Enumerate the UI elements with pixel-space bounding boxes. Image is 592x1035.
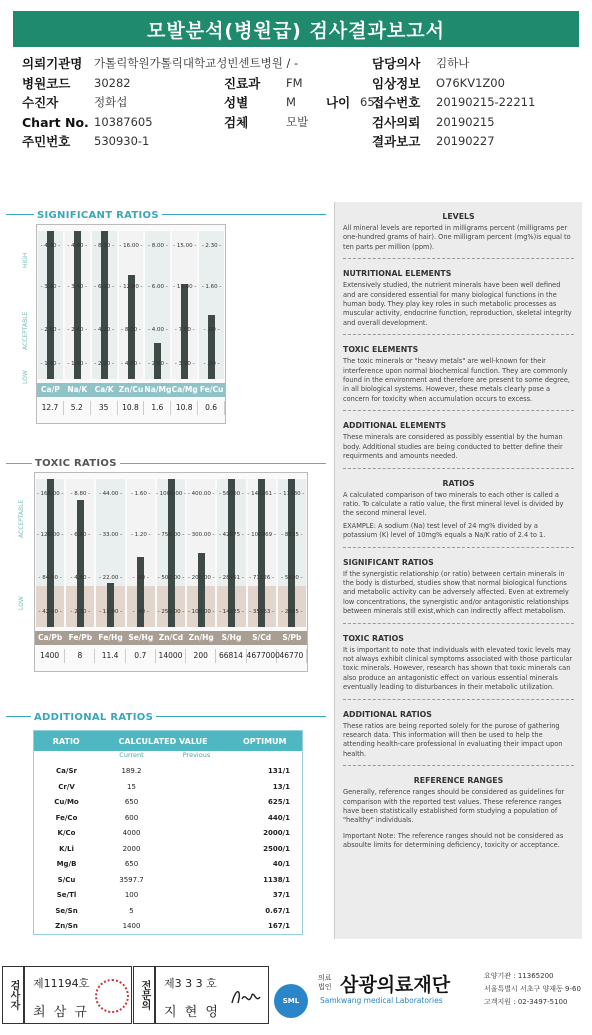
toxic-elements-text: The toxic minerals or "heavy metals" are well-known for their interference upon normal biochemical function. They are commonly found in the environment and therefore are present to some degree, in all biological systems. However, these metals clearly pose a concern for toxicity when accumulation occurs to excess. xyxy=(343,357,571,403)
toxic-ratios-title: TOXIC RATIOS xyxy=(32,458,120,469)
specialist-name: 지 현 영 xyxy=(164,1005,220,1020)
sig-tick: - 4.00 - xyxy=(121,361,141,368)
tox-tick: - 500.00 - xyxy=(157,575,185,582)
additional-cell-optimum: 2500/1 xyxy=(263,844,290,853)
tox-bar-ca-pb xyxy=(47,479,54,627)
additional-cell-previous xyxy=(164,876,229,884)
sig-bar-ca-p xyxy=(47,231,54,379)
sig-bar-na-k xyxy=(74,231,81,379)
additional-table-row xyxy=(34,783,304,791)
additional-cell-optimum: 625/1 xyxy=(267,798,290,806)
tox-tick: - 11.00 - xyxy=(98,609,123,616)
additional-cell-ratio: Se/Tl xyxy=(56,891,77,899)
additional-table-row xyxy=(34,767,304,775)
tox-category-label: Zn/Cd xyxy=(156,631,186,645)
additional-cell-current: 5 xyxy=(129,906,134,915)
additional-table-row xyxy=(34,798,304,806)
tox-tick: - 300.00 - xyxy=(187,532,215,539)
sig-tick: - 6.20 - xyxy=(94,284,114,291)
sig-tick: - 8.00 - xyxy=(147,242,168,249)
tox-category-label: Fe/Hg xyxy=(95,631,125,645)
sig-tick: - 3.60 - xyxy=(40,284,61,291)
significant-ratios-title: SIGNIFICANT RATIOS xyxy=(34,210,162,221)
tox-bar-s-hg xyxy=(228,479,235,627)
hospital-code-row xyxy=(22,74,131,92)
sig-category-label: Ca/P xyxy=(37,383,64,397)
doctor-value: 김하나 xyxy=(436,56,470,70)
toxic-chart xyxy=(34,472,308,672)
sig-tick: - 1.60 - xyxy=(201,284,222,291)
org-prefix-1: 의료 xyxy=(318,974,332,982)
request-row xyxy=(372,113,495,131)
tox-tick: - 2845 - xyxy=(281,609,303,616)
tox-tick: - 4.40 - xyxy=(70,575,91,582)
tox-value-label: 11.4 xyxy=(95,649,125,663)
tox-tick: - 22.00 - xyxy=(98,575,123,582)
subheader-previous: Previous xyxy=(182,751,211,759)
tox-tick: - 14225 - xyxy=(218,609,244,616)
additional-table-row xyxy=(34,860,304,868)
sig-tick: - 2.20 - xyxy=(94,361,114,368)
specialist-box xyxy=(155,966,269,1024)
additional-cell-ratio: Mg/B xyxy=(56,860,77,868)
additional-cell-optimum: 0.67/1 xyxy=(265,906,290,915)
tox-tick: - 1000.00 - xyxy=(155,490,187,497)
clinical-label: 임상정보 xyxy=(372,76,421,91)
significant-ratios-panel xyxy=(6,210,326,440)
sig-value-label: 10.8 xyxy=(171,401,198,415)
additional-table-row xyxy=(34,829,304,837)
additional-cell-ratio: K/Co xyxy=(57,829,76,837)
additional-cell-ratio: Ca/Sr xyxy=(56,767,77,775)
tox-side-low: LOW xyxy=(18,596,25,610)
additional-cell-current: 650 xyxy=(124,860,139,868)
chart-label: Chart No. xyxy=(22,114,89,130)
sig-tick: - 12.00 - xyxy=(119,284,143,291)
sig-tick: - 4.20 - xyxy=(94,327,114,334)
tox-bar-se-hg xyxy=(137,557,144,627)
id-row xyxy=(22,132,149,150)
sig-tick: - .90 - xyxy=(203,327,220,334)
tox-tick: - 5690 - xyxy=(281,575,303,582)
toxic-ratios-heading: TOXIC RATIOS xyxy=(343,633,404,643)
org-phone: 고객지원 : 02-3497-5100 xyxy=(484,998,568,1006)
tox-tick: - 100.00 - xyxy=(187,609,215,616)
sig-tick: - 2.40 - xyxy=(67,327,88,334)
additional-cell-optimum: 13/1 xyxy=(272,782,290,791)
tox-tick: - 2.20 - xyxy=(70,609,91,616)
tox-bar-fe-pb xyxy=(77,500,84,627)
additional-cell-ratio: Fe/Co xyxy=(55,813,78,822)
examiner-name: 최 삼 규 xyxy=(33,1005,89,1020)
toxic-elements-heading: TOXIC ELEMENTS xyxy=(343,345,419,355)
sig-tick: - 4.00 - xyxy=(40,242,61,249)
tox-tick: - 250.00 - xyxy=(157,609,185,616)
sml-logo: SML xyxy=(274,984,308,1018)
ratios-example: EXAMPLE: A sodium (Na) test level of 24 mg% divided by a potassium (K) level of 10mg% equals a Na/K ratio of 2.4 to 1. xyxy=(343,521,546,540)
sig-tick: - 8.20 - xyxy=(94,242,114,249)
tox-value-label: 46770 xyxy=(277,649,307,663)
tox-tick: - 71126 - xyxy=(249,575,275,582)
collector-label: 수진자 xyxy=(22,95,59,110)
header-optimum: OPTIMUM xyxy=(243,736,287,746)
sig-tick: - 11.00 - xyxy=(173,284,197,291)
tox-category-label: S/Pb xyxy=(277,631,307,645)
sig-value-label: 5.2 xyxy=(64,401,91,415)
specialist-number: 제3 3 3 호 xyxy=(164,977,217,990)
institution-label: 의뢰기관명 xyxy=(22,56,83,71)
ratios-text: A calculated comparison of two minerals to each other is called a ratio. To calculate a ratio value, the first mineral level is divided by the second mineral level. xyxy=(343,490,564,518)
sig-category-label: Ca/Mg xyxy=(171,383,198,397)
specimen-label: 검체 xyxy=(224,115,249,130)
tox-tick: - 11380 - xyxy=(279,490,305,497)
reference-ranges-text: Generally, reference ranges should be considered as guidelines for comparison with the reported test values. These reference ranges have been statistically established form studying a population of "healthy" individuals. xyxy=(343,788,565,825)
nutritional-text: Extensively studied, the nutrient minerals have been well defined and are considered essential for many biological functions in the human body. They play key roles in such metabolic processes as muscular activity, endocrine function, reproduction, skeletal integrity and overall development. xyxy=(343,281,572,327)
tox-tick: - 35563 - xyxy=(249,609,275,616)
tox-tick: - .80 - xyxy=(132,575,149,582)
examiner-seal xyxy=(95,979,129,1013)
sig-side-acceptable: ACCEPTABLE xyxy=(22,311,29,350)
additional-cell-previous xyxy=(164,907,229,915)
levels-heading: LEVELS xyxy=(442,212,475,221)
tox-category-label: S/Cd xyxy=(247,631,277,645)
institution-value: 가톨릭학원가톨릭대학교성빈센트병원 / - xyxy=(94,56,299,70)
additional-ratios-table xyxy=(33,730,303,935)
request-value: 20190215 xyxy=(436,115,495,129)
specialist-signature xyxy=(228,985,262,1009)
tox-tick: - 28451 - xyxy=(218,575,244,582)
additional-table-row xyxy=(34,891,304,899)
sig-tick: - 8.00 - xyxy=(121,327,141,334)
collector-value: 정화섭 xyxy=(94,95,128,109)
report-title: 모발분석(병원급) 검사결과보고서 xyxy=(13,11,579,47)
org-prefix-2: 법인 xyxy=(318,983,332,991)
sig-tick: - 1.40 - xyxy=(67,361,88,368)
id-value: 530930-1 xyxy=(94,134,150,148)
org-name: 삼광의료재단 xyxy=(340,974,451,996)
additional-cell-current: 189.2 xyxy=(121,767,142,775)
tox-tick: - 126.00 - xyxy=(36,532,64,539)
examiner-number: 제11194호 xyxy=(33,977,90,990)
additional-cell-previous xyxy=(164,922,229,930)
tox-tick: - .40 - xyxy=(132,609,149,616)
additional-cell-current: 3597.7 xyxy=(119,875,144,884)
toxic-ratios-text: It is important to note that individuals with elevated toxic levels may not always exhibit clinical symptoms associated with those particular toxic minerals. However, research has shown that toxic minerals can also produce an antagonistic effect on various essential minerals eventually leading to disturbances in their metabolic utilization. xyxy=(343,645,573,692)
chart-row xyxy=(22,113,153,131)
sex-label: 성별 xyxy=(224,95,249,110)
nutritional-heading: NUTRITIONAL ELEMENTS xyxy=(343,269,452,279)
clinical-row xyxy=(372,74,505,92)
reference-ranges-note: Important Note: The reference ranges should not be considered as absoulte limits for determining deficiency, toxicity or acceptance. xyxy=(343,831,564,850)
examiner-label: 검사자 xyxy=(2,966,24,1024)
toxic-ratios-panel xyxy=(6,458,326,708)
additional-table-row xyxy=(34,907,304,915)
sig-category-label: Fe/Cu xyxy=(198,383,225,397)
additional-cell-ratio: Cu/Mo xyxy=(54,798,79,806)
tox-value-label: 200 xyxy=(186,649,216,663)
sig-category-label: Zn/Cu xyxy=(118,383,145,397)
additional-cell-previous xyxy=(164,798,229,806)
additional-elements-text: These minerals are considered as possibly essential by the human body. Additional studies are being conducted to better define their requirments and amounts needed. xyxy=(343,433,563,461)
sig-tick: - 2.60 - xyxy=(40,327,61,334)
sig-value-label: 10.8 xyxy=(118,401,145,415)
tox-bar-fe-hg xyxy=(107,583,114,627)
sig-tick: - 3.00 - xyxy=(174,361,195,368)
tox-bar-zn-hg xyxy=(198,553,205,627)
additional-table-row xyxy=(34,845,304,853)
reference-ranges-heading: REFERENCE RANGES xyxy=(413,776,504,786)
additional-table-header xyxy=(34,731,302,751)
chart-value: 10387605 xyxy=(94,115,153,129)
additional-cell-current: 1400 xyxy=(122,922,141,930)
org-contact xyxy=(484,970,581,1009)
tox-category-label: Ca/Pb xyxy=(35,631,65,645)
tox-tick: - 33.00 - xyxy=(98,532,123,539)
tox-bar-s-pb xyxy=(288,479,295,627)
additional-cell-optimum: 40/1 xyxy=(272,860,290,868)
sig-category-label: Na/Mg xyxy=(144,383,171,397)
header-calculated: CALCULATED VALUE xyxy=(118,736,208,746)
tox-value-label: 14000 xyxy=(156,649,186,663)
id-label: 주민번호 xyxy=(22,134,71,149)
receipt-value: 20190215-22211 xyxy=(436,95,536,109)
hospital-code-label: 병원코드 xyxy=(22,76,71,91)
significant-ratios-text: If the synergistic relationship (or ratio) between certain minerals in the body is disturbed, studies show that normal biological functions and metabolic activity can be adversely affected. Even at extremely low concentrations, the synergistic and/or antagonistic relationships between minerals still exist,which can indirectly affect metabolism. xyxy=(343,569,569,616)
footer xyxy=(2,966,590,1032)
approval-number: 요양기관 : 11365200 xyxy=(484,972,554,980)
sig-tick: - 2.00 - xyxy=(147,361,168,368)
institution-row xyxy=(22,54,298,72)
sig-tick: - 16.00 - xyxy=(119,242,143,249)
sig-tick: - 15.00 - xyxy=(173,242,197,249)
specimen-row xyxy=(224,113,308,131)
tox-bar-zn-cd xyxy=(168,479,175,627)
tox-tick: - 142261 - xyxy=(247,490,276,497)
sig-tick: - 1.60 - xyxy=(40,361,61,368)
additional-elements-heading: ADDITIONAL ELEMENTS xyxy=(343,421,447,431)
additional-ratios-heading: ADDITIONAL RATIOS xyxy=(343,709,432,719)
additional-cell-ratio: Cr/V xyxy=(58,782,75,791)
org-address: 서울특별시 서초구 양재동 9-60 xyxy=(484,985,581,993)
sig-category-label: Ca/K xyxy=(91,383,118,397)
report-row xyxy=(372,132,495,150)
sig-category-label: Na/K xyxy=(64,383,91,397)
tox-tick: - 8535 - xyxy=(281,532,303,539)
request-label: 검사의뢰 xyxy=(372,115,421,130)
additional-cell-previous xyxy=(164,860,229,868)
dept-label: 진료과 xyxy=(224,76,261,91)
receipt-label: 접수번호 xyxy=(372,95,421,110)
dept-value: FM xyxy=(286,76,303,90)
sig-tick: - 7.00 - xyxy=(174,327,195,334)
tox-tick: - 750.00 - xyxy=(157,532,185,539)
sex-row xyxy=(224,93,375,111)
org-english: Samkwang medical Laboratories xyxy=(320,996,443,1005)
levels-text: All mineral levels are reported in milligrams percent (milligrams per one-hundred grams of hair). One milligram percent (mg%)is equal to ten parts per million (ppm). xyxy=(343,224,571,251)
report-label: 결과보고 xyxy=(372,134,421,149)
doctor-label: 담당의사 xyxy=(372,56,421,71)
tox-value-label: 1400 xyxy=(35,649,65,663)
age-label: 나이 xyxy=(326,95,351,110)
additional-cell-current: 4000 xyxy=(122,829,141,837)
additional-cell-previous xyxy=(164,891,229,899)
additional-table-row xyxy=(34,814,304,822)
additional-cell-current: 2000 xyxy=(122,844,141,853)
additional-cell-previous xyxy=(164,845,229,853)
additional-cell-current: 15 xyxy=(127,782,136,791)
additional-ratios-text: These ratios are being reported solely for the purose of gathering research data. This information will then be used to help the attending health-care professional in evaluating their impact upon health. xyxy=(343,721,563,758)
additional-cell-ratio: S/Cu xyxy=(57,875,76,884)
additional-cell-previous xyxy=(164,783,229,791)
additional-cell-optimum: 37/1 xyxy=(272,891,290,899)
tox-category-label: Fe/Pb xyxy=(65,631,95,645)
sig-value-label: 1.6 xyxy=(144,401,171,415)
sig-tick: - 4.40 - xyxy=(67,242,88,249)
additional-cell-ratio: K/Li xyxy=(59,844,74,853)
additional-table-row xyxy=(34,876,304,884)
additional-cell-previous xyxy=(164,767,229,775)
tox-tick: - 106969 - xyxy=(247,532,276,539)
additional-cell-previous xyxy=(164,829,229,837)
significant-ratios-heading: SIGNIFICANT RATIOS xyxy=(343,557,434,567)
additional-cell-optimum: 440/1 xyxy=(267,813,290,822)
sig-bar-ca-k xyxy=(101,231,108,379)
sig-tick: - 2.30 - xyxy=(201,242,222,249)
additional-subheader xyxy=(34,751,304,763)
org-prefix xyxy=(318,974,332,992)
tox-tick: - 6.60 - xyxy=(70,532,91,539)
examiner-box xyxy=(24,966,132,1024)
additional-cell-ratio: Se/Sn xyxy=(55,906,78,915)
tox-category-label: S/Hg xyxy=(216,631,246,645)
header-ratio: RATIO xyxy=(52,736,80,746)
ratios-heading: RATIOS xyxy=(442,478,475,488)
sig-side-high: HIGH xyxy=(22,252,29,268)
additional-cell-current: 600 xyxy=(124,813,139,822)
receipt-row xyxy=(372,93,535,111)
additional-cell-previous xyxy=(164,814,229,822)
sig-tick: - .20 - xyxy=(203,361,220,368)
tox-tick: - 200.00 - xyxy=(187,575,215,582)
tox-value-label: 4677000 xyxy=(247,649,277,663)
tox-tick: - 42675 - xyxy=(218,532,244,539)
sig-bar-fe-cu xyxy=(208,315,215,379)
sig-tick: - 3.40 - xyxy=(67,284,88,291)
tox-tick: - 42.00 - xyxy=(38,609,62,616)
sig-tick: - 4.00 - xyxy=(147,327,168,334)
additional-cell-optimum: 1138/1 xyxy=(263,875,290,884)
tox-tick: - 44.00 - xyxy=(98,490,123,497)
additional-cell-optimum: 131/1 xyxy=(267,767,290,775)
tox-tick: - 400.00 - xyxy=(187,490,215,497)
additional-cell-ratio: Zn/Sn xyxy=(55,922,78,930)
tox-category-label: Zn/Hg xyxy=(186,631,216,645)
tox-tick: - 1.20 - xyxy=(130,532,151,539)
collector-row xyxy=(22,93,127,111)
tox-tick: - 84.00 - xyxy=(38,575,62,582)
tox-side-acceptable: ACCEPTABLE xyxy=(18,499,25,538)
tox-value-label: 66814 xyxy=(216,649,246,663)
tox-category-label: Se/Hg xyxy=(126,631,156,645)
sig-value-label: 0.6 xyxy=(198,401,225,415)
doctor-row xyxy=(372,54,469,72)
additional-cell-optimum: 167/1 xyxy=(267,922,290,930)
tox-value-label: 0.7 xyxy=(126,649,156,663)
tox-value-label: 8 xyxy=(65,649,95,663)
dept-row xyxy=(224,74,303,92)
tox-bar-s-cd xyxy=(258,479,265,627)
sig-side-low: LOW xyxy=(22,370,29,384)
tox-tick: - 8.80 - xyxy=(70,490,91,497)
tox-tick: - 1.60 - xyxy=(130,490,151,497)
subheader-current: Current xyxy=(119,751,144,759)
tox-tick: - 56900 - xyxy=(218,490,244,497)
specialist-label: 전문의 xyxy=(133,966,155,1024)
report-value: 20190227 xyxy=(436,134,495,148)
clinical-value: O76KV1Z00 xyxy=(436,76,505,90)
additional-cell-current: 100 xyxy=(124,891,139,899)
age-value: 65 xyxy=(360,95,375,109)
specimen-value: 모발 xyxy=(286,115,309,129)
additional-table-row xyxy=(34,922,304,930)
hospital-code-value: 30282 xyxy=(94,76,131,90)
additional-cell-current: 650 xyxy=(124,798,139,806)
sig-tick: - 6.00 - xyxy=(147,284,168,291)
additional-ratios-title: ADDITIONAL RATIOS xyxy=(31,712,156,723)
explanation-panel xyxy=(334,202,582,939)
significant-chart xyxy=(36,224,226,424)
sex-value: M xyxy=(286,95,296,109)
sig-value-label: 35 xyxy=(91,401,118,415)
tox-tick: - 168.00 - xyxy=(36,490,64,497)
additional-cell-optimum: 2000/1 xyxy=(263,829,290,837)
sig-value-label: 12.7 xyxy=(37,401,64,415)
